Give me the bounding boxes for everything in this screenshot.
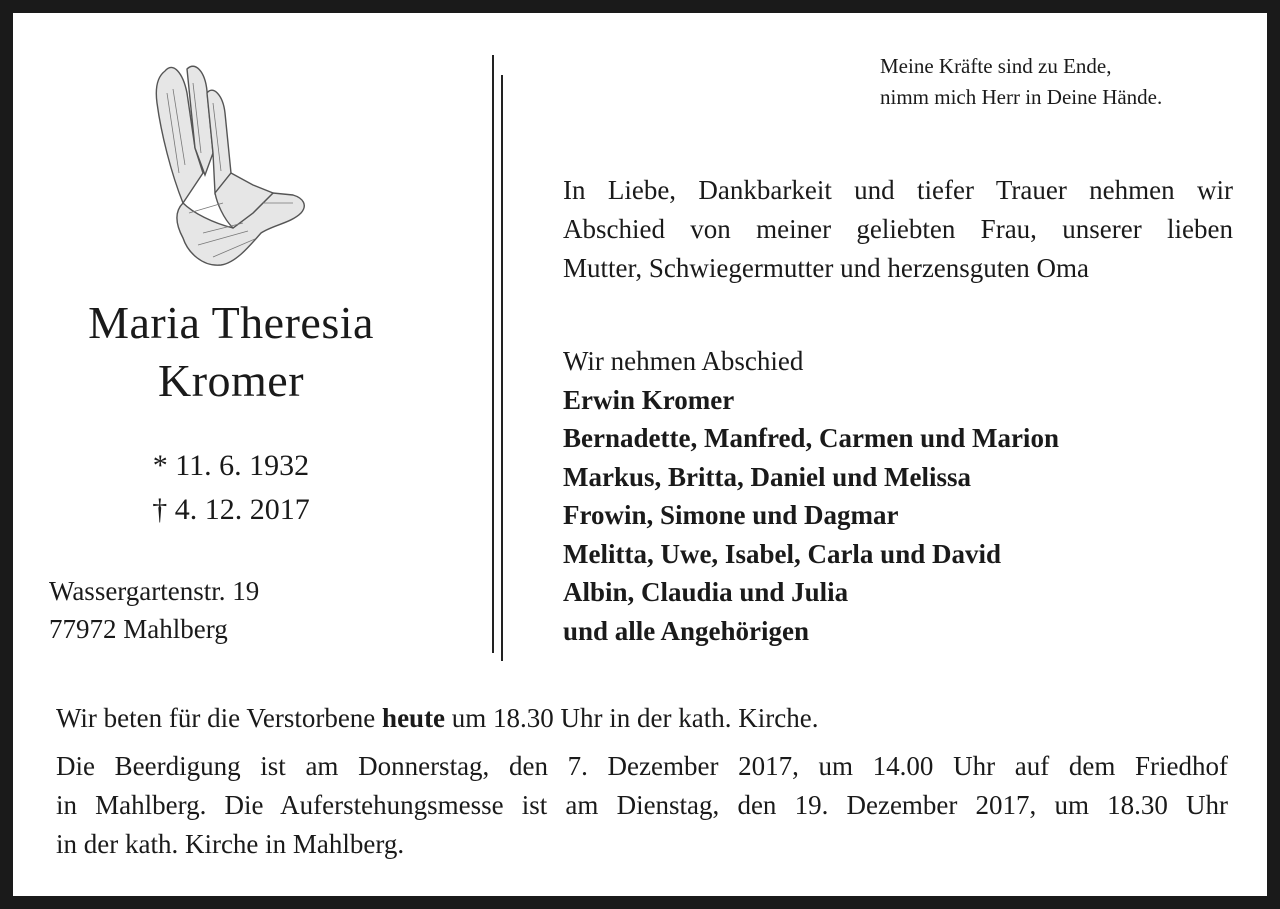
address-city: 77972 Mahlberg — [49, 614, 228, 644]
funeral-line-3: in der kath. Kirche in Mahlberg. — [56, 829, 405, 859]
mourner-line: Frowin, Simone und Dagmar — [563, 500, 899, 530]
deceased-first-names: Maria Theresia — [88, 297, 374, 348]
motto-line-2: nimm mich Herr in Deine Hände. — [880, 85, 1163, 109]
funeral-line-2: in Mahlberg. Die Auferstehungsmesse ist am Dienstag, den 19. Dezember 2017, um 18.30 Uhr — [56, 790, 1228, 820]
prayer-text-bold: heute — [382, 703, 446, 733]
intro-text — [563, 171, 1233, 288]
mourner-line: Albin, Claudia und Julia — [563, 577, 849, 607]
mourner-line: Bernadette, Manfred, Carmen und Marion — [563, 423, 1059, 453]
birth-date: * 11. 6. 1932 — [152, 449, 310, 482]
mourners-list — [563, 342, 1059, 650]
divider-rule-right — [501, 75, 503, 661]
mourner-line: Erwin Kromer — [563, 384, 735, 415]
divider-rule-left — [492, 55, 494, 653]
motto-line-1: Meine Kräfte sind zu Ende, — [880, 54, 1112, 78]
address-street: Wassergartenstr. 19 — [49, 576, 260, 606]
mourners-heading: Wir nehmen Abschied — [563, 346, 804, 376]
mourner-line: Markus, Britta, Daniel und Melissa — [563, 461, 972, 492]
intro-line-1: In Liebe, Dankbarkeit und tiefer Trauer nehmen wir — [563, 175, 1233, 205]
prayer-notice — [56, 699, 1228, 738]
prayer-text-before: Wir beten für die Verstorbene — [56, 703, 383, 733]
death-date: † 4. 12. 2017 — [152, 493, 310, 526]
prayer-text-after: um 18.30 Uhr in der kath. Kirche. — [445, 703, 819, 733]
funeral-notice — [56, 747, 1228, 864]
intro-line-2: Abschied von meiner geliebten Frau, unserer lieben — [563, 214, 1233, 244]
mourner-line: Melitta, Uwe, Isabel, Carla und David — [563, 538, 1001, 569]
mourner-line: und alle Angehörigen — [563, 615, 810, 646]
intro-line-3: Mutter, Schwiegermutter und herzensguten Oma — [563, 253, 1090, 283]
obituary-card — [13, 13, 1267, 896]
motto-verse — [880, 51, 1162, 113]
deceased-surname: Kromer — [157, 355, 305, 406]
praying-hands-icon — [143, 53, 318, 273]
funeral-line-1: Die Beerdigung ist am Donnerstag, den 7. Dezember 2017, um 14.00 Uhr auf dem Friedhof — [56, 751, 1228, 781]
